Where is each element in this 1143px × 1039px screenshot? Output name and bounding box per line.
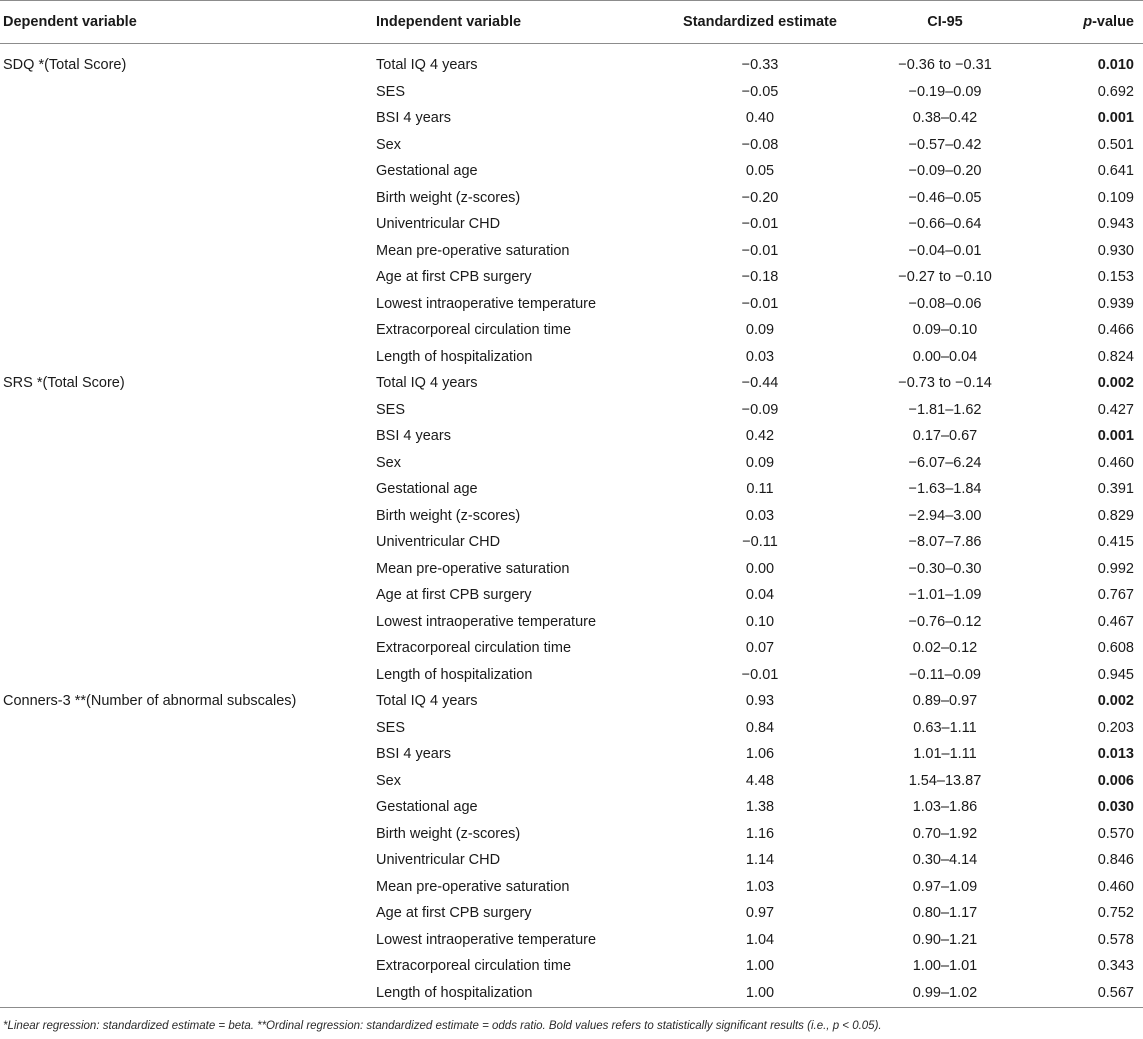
ci-95-cell: −0.66–0.64 [908,216,982,232]
independent-variable-cell: Length of hospitalization [376,984,533,1001]
standardized-estimate-cell: −0.05 [741,83,779,100]
independent-variable-cell: Univentricular CHD [376,852,501,868]
header-ci-95: CI-95 [927,14,963,30]
independent-variable-cell: Length of hospitalization [376,348,533,365]
ci-95-cell: −0.73 to −0.14 [898,375,992,391]
independent-variable-cell: Length of hospitalization [376,666,533,683]
standardized-estimate-cell: −0.08 [741,136,779,153]
independent-variable-cell: Lowest intraoperative temperature [376,931,597,948]
p-value-cell: 0.002 [1097,693,1134,709]
table-row [0,106,1143,133]
table-row [0,769,1143,796]
ci-95-cell: 0.63–1.11 [913,719,977,736]
standardized-estimate-cell: −0.01 [741,295,779,312]
dependent-variable-label: Conners-3 **(Number of abnormal subscales) [3,693,297,709]
p-value-cell: 0.460 [1097,454,1134,471]
table-row [0,292,1143,319]
table-row [0,239,1143,266]
independent-variable-cell: Age at first CPB surgery [376,587,532,603]
p-value-cell: 0.767 [1097,587,1134,603]
standardized-estimate-cell: 0.07 [745,640,775,656]
standardized-estimate-cell: 0.42 [745,428,775,444]
table-row [0,80,1143,107]
p-value-cell: 0.343 [1097,958,1134,974]
standardized-estimate-cell: −0.01 [741,216,779,232]
table-body [0,53,1143,1007]
p-value-cell: 0.013 [1097,746,1134,762]
standardized-estimate-cell: −0.18 [741,269,779,285]
p-value-cell: 0.001 [1097,110,1134,126]
table-row [0,345,1143,372]
standardized-estimate-cell: 0.09 [745,322,775,338]
ci-95-cell: 0.90–1.21 [912,931,978,948]
table-row [0,822,1143,849]
standardized-estimate-cell: 0.05 [745,163,775,179]
p-value-cell: 0.641 [1097,163,1134,179]
standardized-estimate-cell: 1.14 [745,852,775,868]
table-row [0,186,1143,213]
ci-95-cell: −0.04–0.01 [908,242,982,259]
p-value-cell: 0.846 [1097,852,1134,868]
table-row [0,504,1143,531]
independent-variable-cell: SES [376,719,406,736]
p-value-cell: 0.829 [1097,507,1134,524]
standardized-estimate-cell: 0.00 [745,560,775,577]
standardized-estimate-cell: −0.44 [741,375,779,391]
p-value-cell: 0.010 [1097,57,1134,73]
independent-variable-cell: Birth weight (z-scores) [376,507,521,524]
table-row [0,477,1143,504]
standardized-estimate-cell: −0.20 [741,189,779,206]
table-row [0,159,1143,186]
table-row [0,557,1143,584]
standardized-estimate-cell: −0.09 [741,401,779,418]
standardized-estimate-cell: 0.04 [745,587,775,603]
p-value-cell: 0.930 [1097,242,1134,259]
p-value-cell: 0.203 [1097,719,1134,736]
ci-95-cell: −0.30–0.30 [908,560,982,577]
independent-variable-cell: Extracorporeal circulation time [376,640,572,656]
p-value-cell: 0.608 [1097,640,1134,656]
standardized-estimate-cell: −0.01 [741,242,779,259]
independent-variable-cell: Total IQ 4 years [376,693,478,709]
ci-95-cell: 0.17–0.67 [912,428,978,444]
ci-95-cell: −8.07–7.86 [908,534,982,550]
independent-variable-cell: BSI 4 years [376,110,451,126]
independent-variable-cell: SES [376,83,406,100]
ci-95-cell: −0.08–0.06 [908,295,982,312]
independent-variable-cell: Total IQ 4 years [376,375,478,391]
standardized-estimate-cell: −0.01 [741,666,779,683]
p-value-cell: 0.467 [1097,613,1134,630]
table-row [0,133,1143,160]
independent-variable-cell: Gestational age [376,799,478,815]
independent-variable-cell: Sex [376,136,401,153]
p-value-cell: 0.466 [1097,322,1134,338]
header-rule [0,43,1143,44]
independent-variable-cell: Birth weight (z-scores) [376,189,521,206]
standardized-estimate-cell: 0.11 [746,481,774,497]
ci-95-cell: 0.97–1.09 [912,878,978,895]
ci-95-cell: −2.94–3.00 [908,507,982,524]
ci-95-cell: 0.38–0.42 [912,110,978,126]
p-value-cell: 0.943 [1097,216,1134,232]
p-value-cell: 0.006 [1097,772,1134,789]
independent-variable-cell: Birth weight (z-scores) [376,825,521,842]
table-row [0,848,1143,875]
standardized-estimate-cell: −0.33 [741,57,779,73]
independent-variable-cell: Sex [376,454,401,471]
p-value-cell: 0.391 [1097,481,1134,497]
p-value-cell: 0.501 [1097,136,1134,153]
independent-variable-cell: BSI 4 years [376,428,451,444]
standardized-estimate-cell: 0.03 [745,507,775,524]
p-value-cell: 0.824 [1097,348,1134,365]
standardized-estimate-cell: −0.11 [742,534,778,550]
table-row [0,663,1143,690]
ci-95-cell: 0.02–0.12 [912,640,978,656]
independent-variable-cell: Sex [376,772,401,789]
table-row [0,530,1143,557]
ci-95-cell: −6.07–6.24 [908,454,982,471]
p-value-cell: 0.939 [1097,295,1134,312]
header-independent-variable: Independent variable [376,14,522,30]
ci-95-cell: 0.09–0.10 [912,322,978,338]
p-value-cell: 0.427 [1097,401,1134,418]
standardized-estimate-cell: 0.09 [745,454,775,471]
ci-95-cell: −0.36 to −0.31 [898,57,992,73]
independent-variable-cell: Gestational age [376,163,478,179]
independent-variable-cell: Univentricular CHD [376,216,501,232]
ci-95-cell: −0.27 to −0.10 [898,269,992,285]
ci-95-cell: −0.11–0.09 [909,666,981,683]
independent-variable-cell: SES [376,401,406,418]
standardized-estimate-cell: 1.06 [745,746,775,762]
standardized-estimate-cell: 1.16 [745,825,775,842]
dependent-variable-label: SRS *(Total Score) [3,375,125,391]
ci-95-cell: 0.89–0.97 [912,693,978,709]
standardized-estimate-cell: 0.03 [745,348,775,365]
bottom-rule [0,1007,1143,1008]
header-p-value [1083,14,1134,30]
ci-95-cell: 0.80–1.17 [912,905,978,921]
independent-variable-cell: BSI 4 years [376,746,451,762]
standardized-estimate-cell: 1.03 [745,878,775,895]
table-row [0,583,1143,610]
table-row [0,954,1143,981]
table-row [0,265,1143,292]
p-value-cell: 0.945 [1097,666,1134,683]
standardized-estimate-cell: 0.40 [745,110,775,126]
independent-variable-cell: Mean pre-operative saturation [376,242,570,259]
independent-variable-cell: Mean pre-operative saturation [376,560,570,577]
independent-variable-cell: Univentricular CHD [376,534,501,550]
p-value-cell: 0.570 [1097,825,1134,842]
p-value-cell: 0.460 [1097,878,1134,895]
standardized-estimate-cell: 1.38 [745,799,775,815]
ci-95-cell: −1.01–1.09 [908,587,982,603]
independent-variable-cell: Mean pre-operative saturation [376,878,570,895]
ci-95-cell: −0.57–0.42 [908,136,982,153]
independent-variable-cell: Gestational age [376,481,478,497]
standardized-estimate-cell: 1.04 [745,931,775,948]
table-row [0,901,1143,928]
p-value-cell: 0.752 [1097,905,1134,921]
independent-variable-cell: Total IQ 4 years [376,57,478,73]
table-row [0,371,1143,398]
independent-variable-cell: Age at first CPB surgery [376,905,532,921]
table-row [0,981,1143,1008]
p-value-cell: 0.109 [1097,189,1134,206]
independent-variable-cell: Lowest intraoperative temperature [376,295,597,312]
header-p-value-suffix: -value [1092,14,1134,30]
p-value-cell: 0.153 [1097,269,1134,285]
p-value-cell: 0.578 [1097,931,1134,948]
table-row [0,928,1143,955]
independent-variable-cell: Extracorporeal circulation time [376,958,572,974]
p-value-cell: 0.567 [1097,984,1134,1001]
standardized-estimate-cell: 0.97 [745,905,775,921]
p-value-cell: 0.692 [1097,83,1134,100]
ci-95-cell: −1.81–1.62 [908,401,982,418]
table-row [0,742,1143,769]
ci-95-cell: 1.03–1.86 [912,799,978,815]
ci-95-cell: −0.76–0.12 [908,613,982,630]
independent-variable-cell: Extracorporeal circulation time [376,322,572,338]
table-header [0,0,1143,43]
table-row [0,398,1143,425]
table-row [0,716,1143,743]
ci-95-cell: 0.70–1.92 [912,825,978,842]
independent-variable-cell: Lowest intraoperative temperature [376,613,597,630]
ci-95-cell: −0.19–0.09 [908,83,982,100]
ci-95-cell: 0.00–0.04 [912,348,978,365]
header-standardized-estimate: Standardized estimate [683,14,837,30]
table-row [0,875,1143,902]
independent-variable-cell: Age at first CPB surgery [376,269,532,285]
header-p-value-prefix: p [1083,14,1093,30]
table-row [0,636,1143,663]
p-value-cell: 0.001 [1097,428,1134,444]
ci-95-cell: 0.99–1.02 [912,984,978,1001]
ci-95-cell: 1.00–1.01 [912,958,978,974]
p-value-cell: 0.415 [1097,534,1134,550]
header-dependent-variable: Dependent variable [3,14,137,30]
ci-95-cell: 1.54–13.87 [908,772,982,789]
standardized-estimate-cell: 0.84 [745,719,775,736]
ci-95-cell: −1.63–1.84 [908,481,982,497]
table-row [0,424,1143,451]
table-row [0,795,1143,822]
p-value-cell: 0.030 [1097,799,1134,815]
table-row [0,212,1143,239]
table-row [0,610,1143,637]
standardized-estimate-cell: 1.00 [745,984,775,1001]
ci-95-cell: −0.09–0.20 [908,163,982,179]
ci-95-cell: 0.30–4.14 [912,852,978,868]
table-row [0,53,1143,80]
table-row [0,451,1143,478]
p-value-cell: 0.992 [1097,560,1134,577]
table-row [0,689,1143,716]
table-row [0,318,1143,345]
table-footnote: *Linear regression: standardized estimate = beta. **Ordinal regression: standardized estimate = odds ratio. Bold values refers to statistically significant results (i.e., p < 0.05). [3,1020,882,1032]
standardized-estimate-cell: 1.00 [745,958,775,974]
ci-95-cell: −0.46–0.05 [908,189,982,206]
standardized-estimate-cell: 0.93 [745,693,775,709]
standardized-estimate-cell: 0.10 [745,613,775,630]
standardized-estimate-cell: 4.48 [745,772,775,789]
dependent-variable-label: SDQ *(Total Score) [3,57,127,73]
ci-95-cell: 1.01–1.11 [913,746,977,762]
p-value-cell: 0.002 [1097,375,1134,391]
